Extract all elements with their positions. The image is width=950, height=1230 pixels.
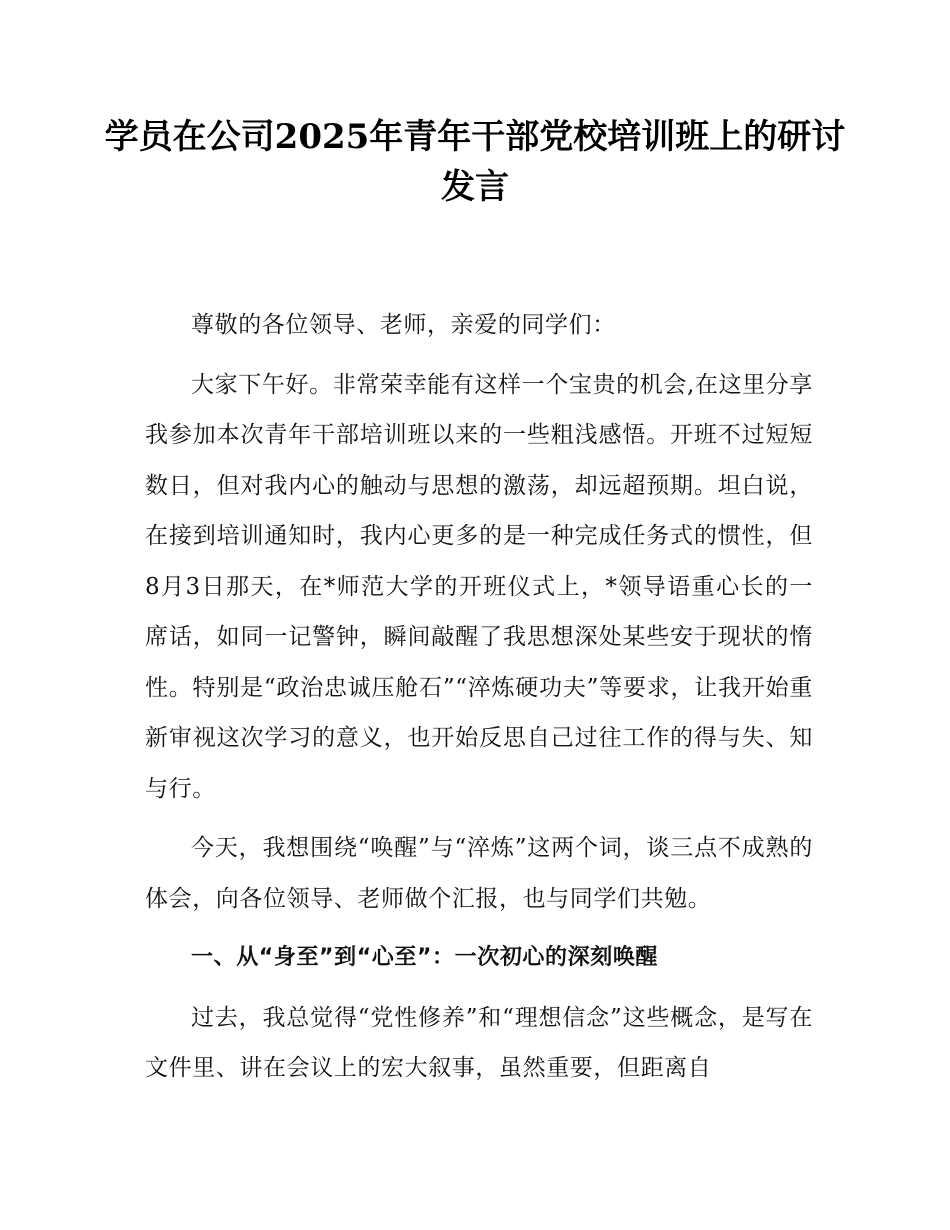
body-paragraph-1: 大家下午好。非常荣幸能有这样一个宝贵的机会,在这里分享我参加本次青年干部培训班以来的一些粗浅感悟。开班不过短短数日，但对我内心的触动与思想的激荡，却远超预期。坦白说，在接到培训通知时，我内心更多的是一种完成任务式的惯性，但8月3日那天，在*师范大学的开班仪式上，*领导语重心长的一席话，如同一记警钟，瞬间敲醒了我思想深处某些安于现状的惰性。特别是“政治忠诚压舱石”“淬炼硬功夫”等要求，让我开始重新审视这次学习的意义，也开始反思自己过往工作的得与失、知与行。 <box>145 371 813 802</box>
body-paragraph-2: 今天，我想围绕“唤醒”与“淬炼”这两个词，谈三点不成熟的体会，向各位领导、老师做个汇报，也与同学们共勉。 <box>145 835 813 912</box>
document-title: 学员在公司2025年青年干部党校培训班上的研讨发言 <box>104 117 846 207</box>
document-body <box>145 300 813 1103</box>
section-1-paragraph: 过去，我总觉得“党性修养”和“理想信念”这些概念，是写在文件里、讲在会议上的宏大叙事，虽然重要，但距离自 <box>145 1004 813 1081</box>
salutation: 尊敬的各位领导、老师，亲爱的同学们： <box>191 312 616 338</box>
section-heading-1: 一、从“身至”到“心至”：一次初心的深刻唤醒 <box>191 945 659 970</box>
